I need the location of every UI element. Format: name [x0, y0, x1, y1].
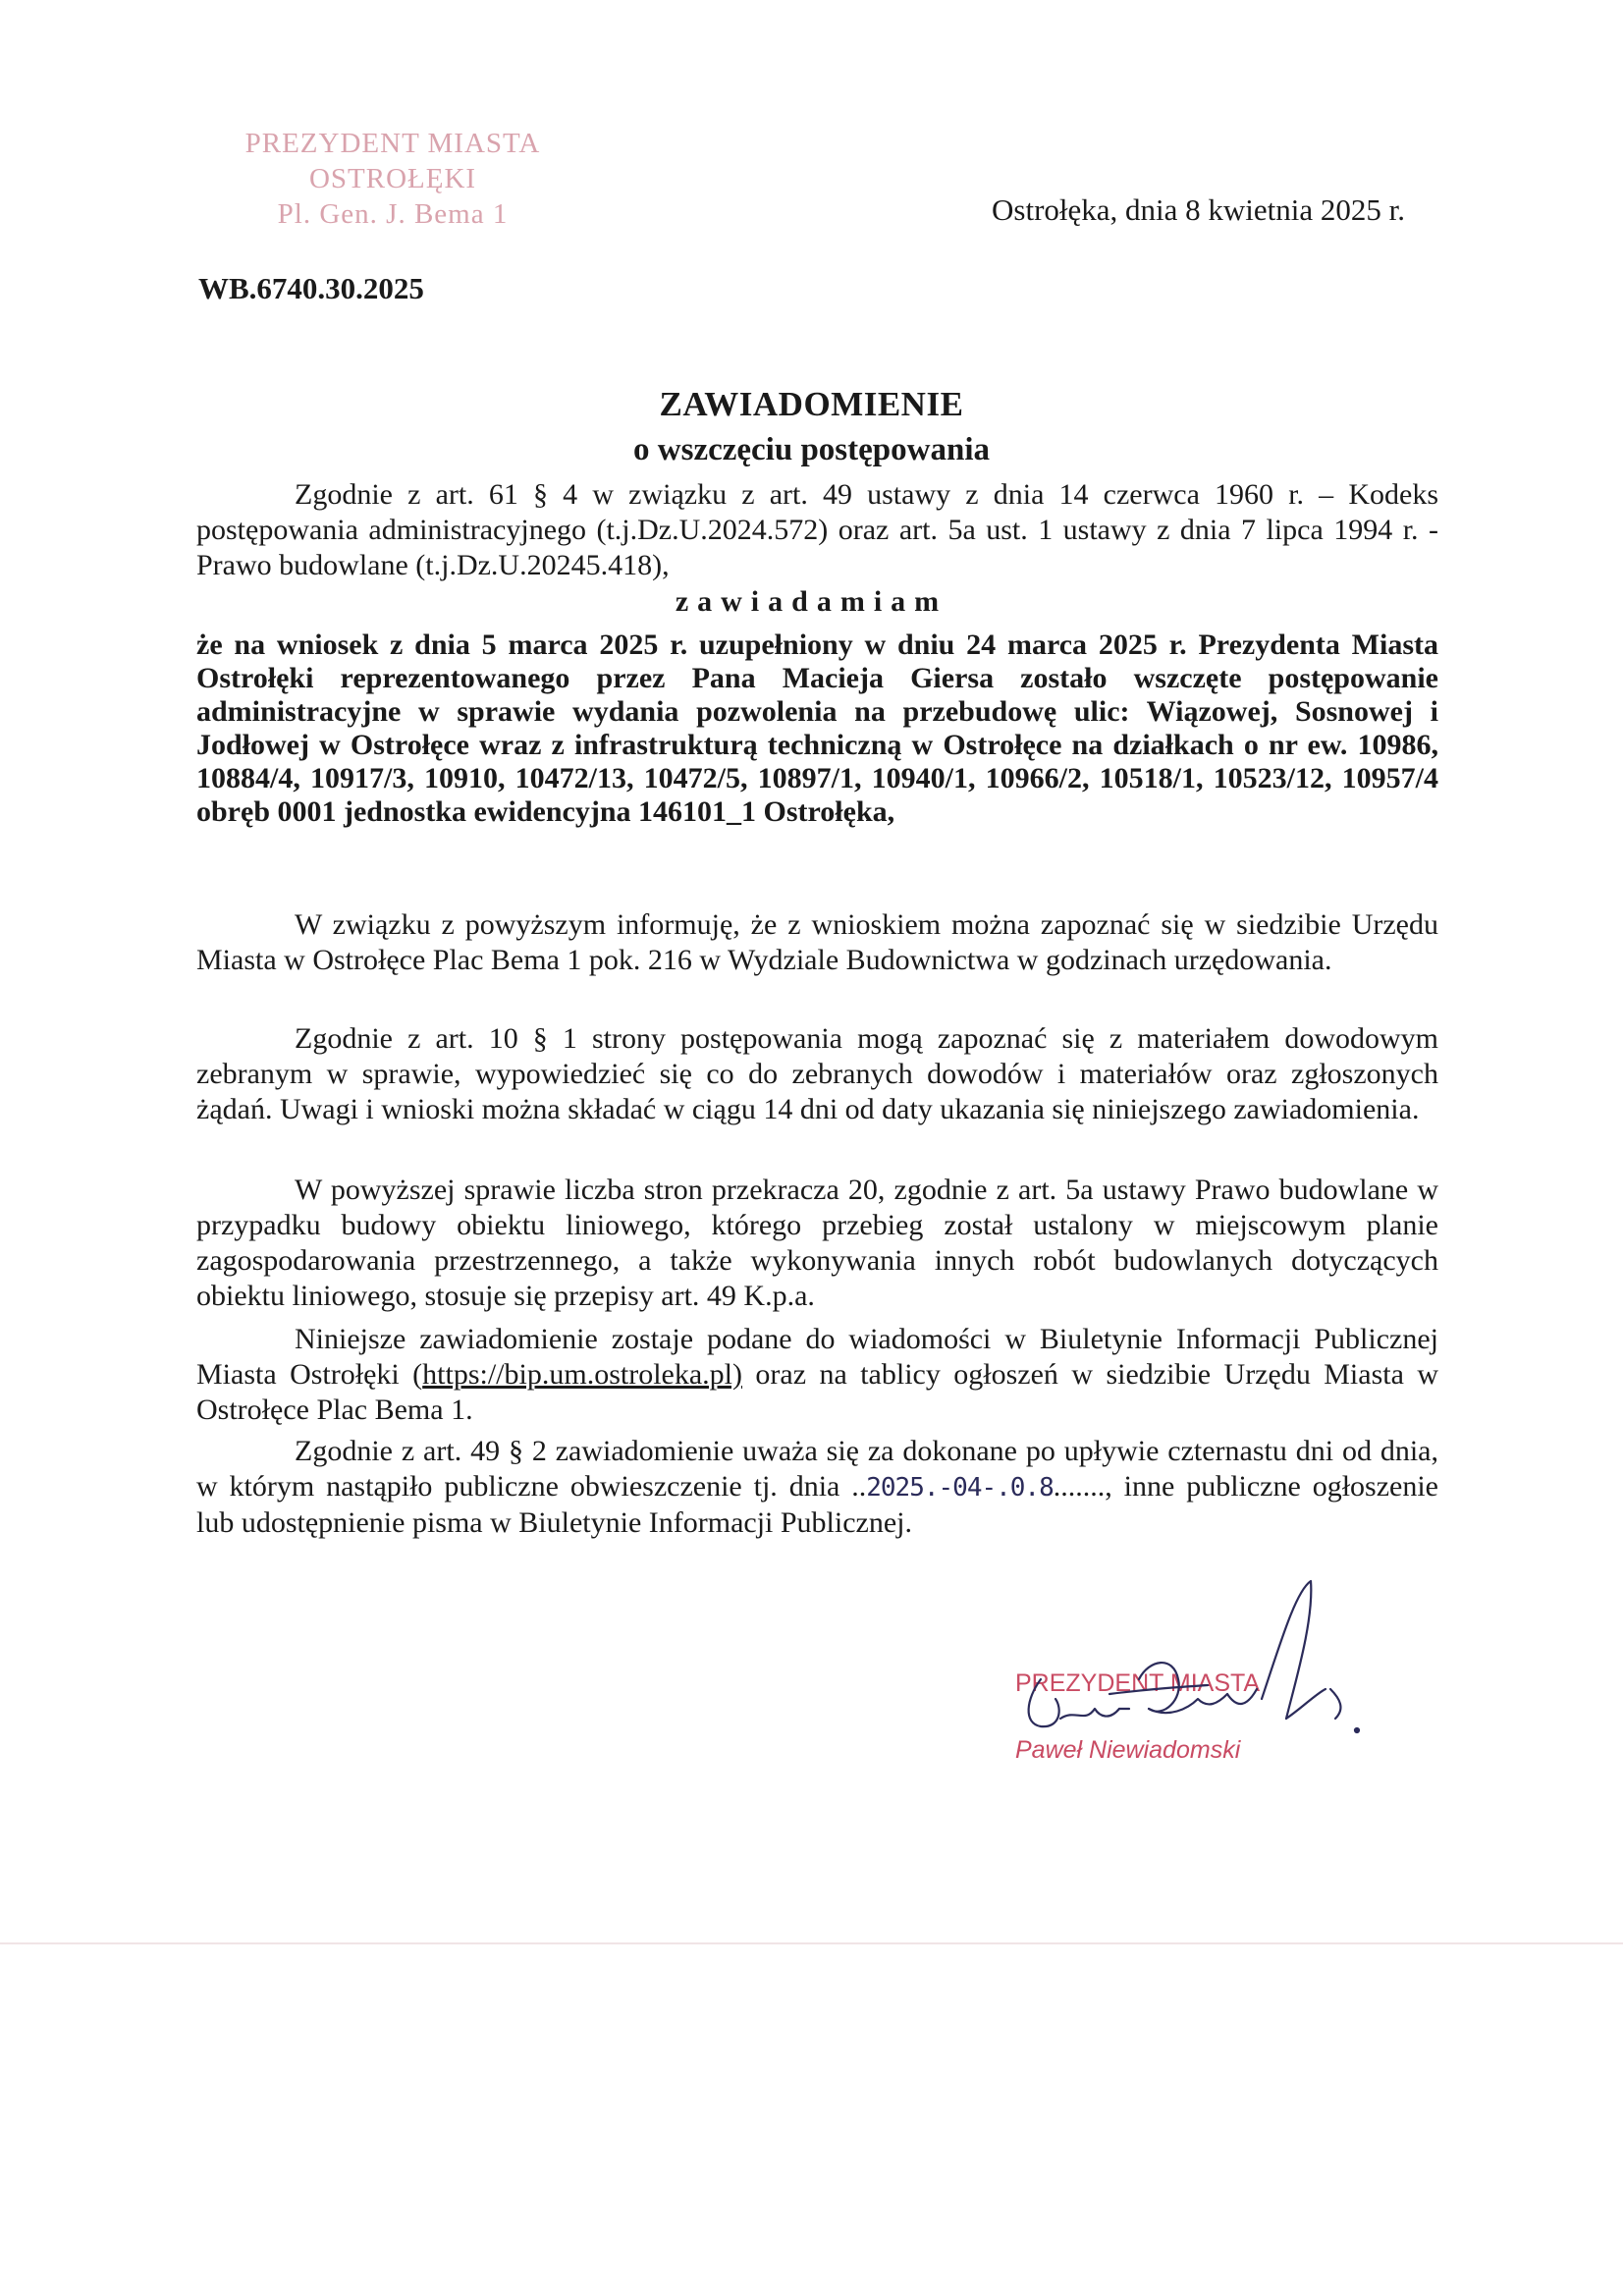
publication-text-end: oraz na tablicy ogłoszeń w siedzibie Urzędu Miasta w Ostrołęce Plac Bema 1. — [196, 1358, 1439, 1426]
office-stamp — [206, 126, 579, 232]
parties-rights-paragraph: Zgodnie z art. 10 § 1 strony postępowania mogą zapoznać się z materiałem dowodowym zebranym w sprawie, wypowiedzieć się co do zebranych dowodów i materiałów oraz zgłoszonych żądań. Uwagi i wnioski można składać w ciągu 14 dni od daty ukazania się niniejszego zawiadomienia. — [196, 1022, 1438, 1125]
bip-link[interactable]: https://bip.um.ostroleka.pl) — [422, 1358, 742, 1391]
stamp-line-2: OSTROŁĘKI — [308, 163, 477, 194]
stamp-line-3: Pl. Gen. J. Bema 1 — [277, 198, 509, 230]
handwritten-date: 2025.-04-.0.8 — [866, 1473, 1054, 1503]
publication-text-start: Niniejsze zawiadomienie zostaje podane do wiadomości w Biuletynie Informacji Publicznej Miasta Ostrołęki ( — [196, 1323, 1438, 1391]
document-title: ZAWIADOMIENIE — [659, 385, 964, 423]
handwritten-signature — [1001, 1561, 1394, 1797]
delivery-paragraph — [196, 1434, 1438, 1541]
delivery-text-start: Zgodnie z art. 49 § 2 zawiadomienie uważa się za dokonane po upływie czternastu dni od dnia, w którym nastąpiło publiczne obwieszczenie tj. dnia .. — [196, 1435, 1438, 1503]
reference-number: WB.6740.30.2025 — [198, 271, 424, 305]
legal-basis-paragraph: Zgodnie z art. 61 § 4 w związku z art. 49 ustawy z dnia 14 czerwca 1960 r. – Kodeks postępowania administracyjnego (t.j.Dz.U.2024.572) oraz art. 5a ust. 1 ustawy z dnia 7 lipca 1994 r. - Prawo budowlane (t.j.Dz.U.20245.418), — [196, 478, 1438, 581]
delivery-text-end: ......., inne publiczne ogłoszenie lub udostępnienie pisma w Biuletynie Informacji Publicznej. — [196, 1470, 1438, 1539]
signature-stamp-title: PREZYDENT MIASTA — [1015, 1669, 1261, 1697]
signature-stamp-name: Paweł Niewiadomski — [1015, 1736, 1241, 1764]
page-divider — [0, 1942, 1623, 1944]
parties-count-paragraph: W powyższej sprawie liczba stron przekracza 20, zgodnie z art. 5a ustawy Prawo budowlane w przypadku budowy obiektu liniowego, którego przebieg został ustalony w miejscowym planie zagospodarowania przestrzennego, a także wykonywania innych robót budowlanych dotyczących obiektu liniowego, stosuje się przepisy art. 49 K.p.a. — [196, 1174, 1438, 1312]
proceeding-details-paragraph: że na wniosek z dnia 5 marca 2025 r. uzupełniony w dniu 24 marca 2025 r. Prezydenta Miasta Ostrołęki reprezentowanego przez Pana Macieja Giersa zostało wszczęte postępowanie administracyjne w sprawie wydania pozwolenia na przebudowę ulic: Wiązowej, Sosnowej i Jodłowej w Ostrołęce wraz z infrastrukturą techniczną w Ostrołęce na działkach o nr ew. 10986, 10884/4, 10917/3, 10910, 10472/13, 10472/5, 10897/1, 10940/1, 10966/2, 10518/1, 10523/12, 10957/4 obręb 0001 jednostka ewidencyjna 146101_1 Ostrołęka, — [196, 629, 1438, 828]
application-review-paragraph: W związku z powyższym informuję, że z wnioskiem można zapoznać się w siedzibie Urzędu Miasta w Ostrołęce Plac Bema 1 pok. 216 w Wydziale Budownictwa w godzinach urzędowania. — [196, 908, 1438, 976]
signature-block — [1001, 1561, 1394, 1797]
stamp-line-1: PREZYDENT MIASTA — [244, 128, 541, 159]
publication-paragraph — [196, 1322, 1438, 1428]
notify-heading: zawiadamiam — [675, 585, 948, 618]
document-date: Ostrołęka, dnia 8 kwietnia 2025 r. — [992, 192, 1405, 227]
document-subtitle: o wszczęciu postępowania — [633, 432, 990, 467]
